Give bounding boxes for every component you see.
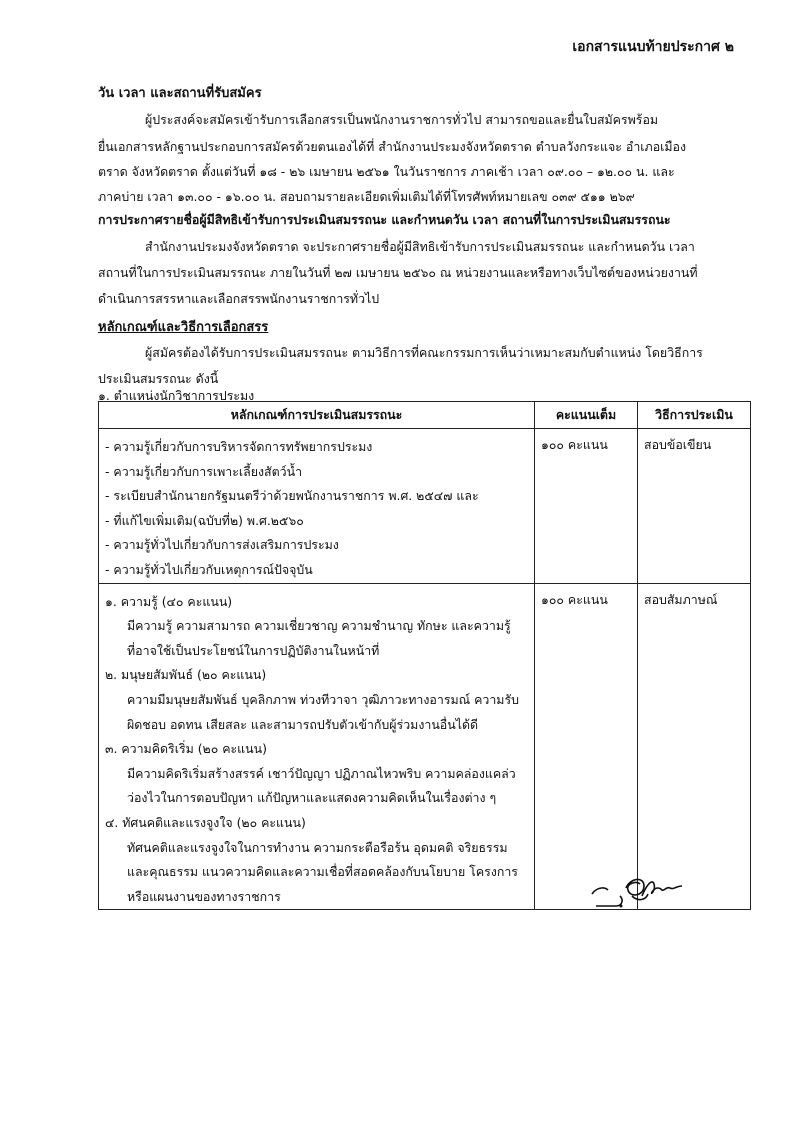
paragraph-line: สำนักงานประมงจังหวัดตราด จะประกาศรายชื่อผู้มีสิทธิเข้ารับการประเมินสมรรถนะ และกำหนดวัน เวลา [145,239,695,254]
criteria-detail: ผิดชอบ อดทน เสียสละ และสามารถปรับตัวเข้ากับผู้ร่วมงานอื่นได้ดี [127,716,479,732]
criteria-item: - ความรู้เกี่ยวกับการบริหารจัดการทรัพยากรประมง [105,439,373,454]
table-header-row [99,402,751,429]
method-cell: สอบสัมภาษณ์ [638,583,751,910]
criteria-cell [99,583,535,910]
criteria-detail: และคุณธรรม แนวความคิดและความเชื่อที่สอดคล้องกับนโยบาย โครงการ [127,864,518,880]
paragraph-line: ยื่นเอกสารหลักฐานประกอบการสมัครด้วยตนเองได้ที่ สำนักงานประมงจังหวัดตราด ตำบลวังกระแจะ อำเภอเมือง [98,139,687,154]
criteria-detail: ทัศนคติและแรงจูงใจในการทำงาน ความกระตือรือร้น อุดมคติ จริยธรรม [127,839,508,855]
criteria-item: - ความรู้ทั่วไปเกี่ยวกับเหตุการณ์ปัจจุบัน [105,561,313,577]
method-cell: สอบข้อเขียน [638,429,751,584]
paragraph-line: ผู้สมัครต้องได้รับการประเมินสมรรถนะ ตามวิธีการที่คณะกรรมการเห็นว่าเหมาะสมกับตำแหน่ง โดยวิธีการ [145,345,703,360]
paragraph-line: ภาคบ่าย เวลา ๑๓.๐๐ - ๑๖.๐๐ น. สอบถามรายละเอียดเพิ่มเติมได้ที่โทรศัพท์หมายเลข ๐๓๙ ๕๑๑ ๒๖๙ [98,189,635,204]
criteria-table [98,401,751,910]
criteria-item: - ความรู้ทั่วไปเกี่ยวกับการส่งเสริมการประมง [105,537,339,553]
signature [586,866,686,916]
criteria-item: - ความรู้เกี่ยวกับการเพาะเลี้ยงสัตว์น้ำ [105,463,303,479]
paragraph-line: สถานที่ในการประเมินสมรรถนะ ภายในวันที่ ๒๗ เมษายน ๒๕๖๐ ณ หน่วยงานและหรือทางเว็บไซต์ของหน่วยงานที่ [98,265,698,280]
header-full-score: คะแนนเต็ม [535,402,638,429]
criteria-cell [99,429,535,584]
criteria-item: - ที่แก้ไขเพิ่มเติม(ฉบับที่๒) พ.ศ.๒๕๖๐ [105,512,304,528]
criteria-detail: หรือแผนงานของทางราชการ [127,888,281,904]
header-criteria: หลักเกณฑ์การประเมินสมรรถนะ [99,402,535,429]
criteria-heading: ๓. ความคิดริเริ่ม (๒๐ คะแนน) [105,741,267,757]
criteria-detail: มีความคิดริเริ่มสร้างสรรค์ เชาว์ปัญญา ปฏิภาณไหวพริบ ความคล่องแคล่ว [127,765,516,781]
criteria-detail: ที่อาจใช้เป็นประโยชน์ในการปฏิบัติงานในหน้าที่ [127,642,380,658]
criteria-detail: มีความรู้ ความสามารถ ความเชี่ยวชาญ ความชำนาญ ทักษะ และความรู้ [127,618,511,634]
criteria-heading: ๒. มนุษยสัมพันธ์ (๒๐ คะแนน) [105,667,267,683]
table-row [99,583,751,910]
criteria-item: - ระเบียบสำนักนายกรัฐมนตรีว่าด้วยพนักงานราชการ พ.ศ. ๒๕๔๗ และ [105,488,479,504]
criteria-detail: ว่องไวในการตอบปัญหา แก้ปัญหาและแสดงความคิดเห็นในเรื่องต่าง ๆ [127,790,497,806]
criteria-heading: ๔. ทัศนคติและแรงจูงใจ (๒๐ คะแนน) [105,814,306,830]
paragraph-line: ตราด จังหวัดตราด ตั้งแต่วันที่ ๑๘ - ๒๖ เมษายน ๒๕๖๑ ในวันราชการ ภาคเช้า เวลา ๐๙.๐๐ – ๑๒.๐๐ น. และ [98,164,675,179]
section-title-criteria: หลักเกณฑ์และวิธีการเลือกสรร [98,320,269,335]
position-label: ๑. ตำแหน่งนักวิชาการประมง [98,388,255,403]
paragraph-line: ดำเนินการสรรหาและเลือกสรรพนักงานราชการทั่วไป [98,291,380,306]
document-label: เอกสารแนบท้ายประกาศ ๒ [572,39,734,55]
section-title-application: วัน เวลา และสถานที่รับสมัคร [98,86,262,101]
criteria-detail: ความมีมนุษยสัมพันธ์ บุคลิกภาพ ท่วงทีวาจา วุฒิภาวะทางอารมณ์ ความรับ [127,691,519,707]
score-cell: ๑๐๐ คะแนน [535,583,638,910]
criteria-heading: ๑. ความรู้ (๔๐ คะแนน) [105,593,233,609]
table-row [99,429,751,584]
paragraph-line: ผู้ประสงค์จะสมัครเข้ารับการเลือกสรรเป็นพนักงานราชการทั่วไป สามารถขอและยื่นใบสมัครพร้อม [145,112,659,127]
paragraph-line: ประเมินสมรรถนะ ดังนี้ [98,371,219,386]
score-cell: ๑๐๐ คะแนน [535,429,638,584]
header-method: วิธีการประเมิน [638,402,751,429]
section-title-announcement: การประกาศรายชื่อผู้มีสิทธิเข้ารับการประเมินสมรรถนะ และกำหนดวัน เวลา สถานที่ในการประเมินสมรรถนะ [98,212,671,227]
